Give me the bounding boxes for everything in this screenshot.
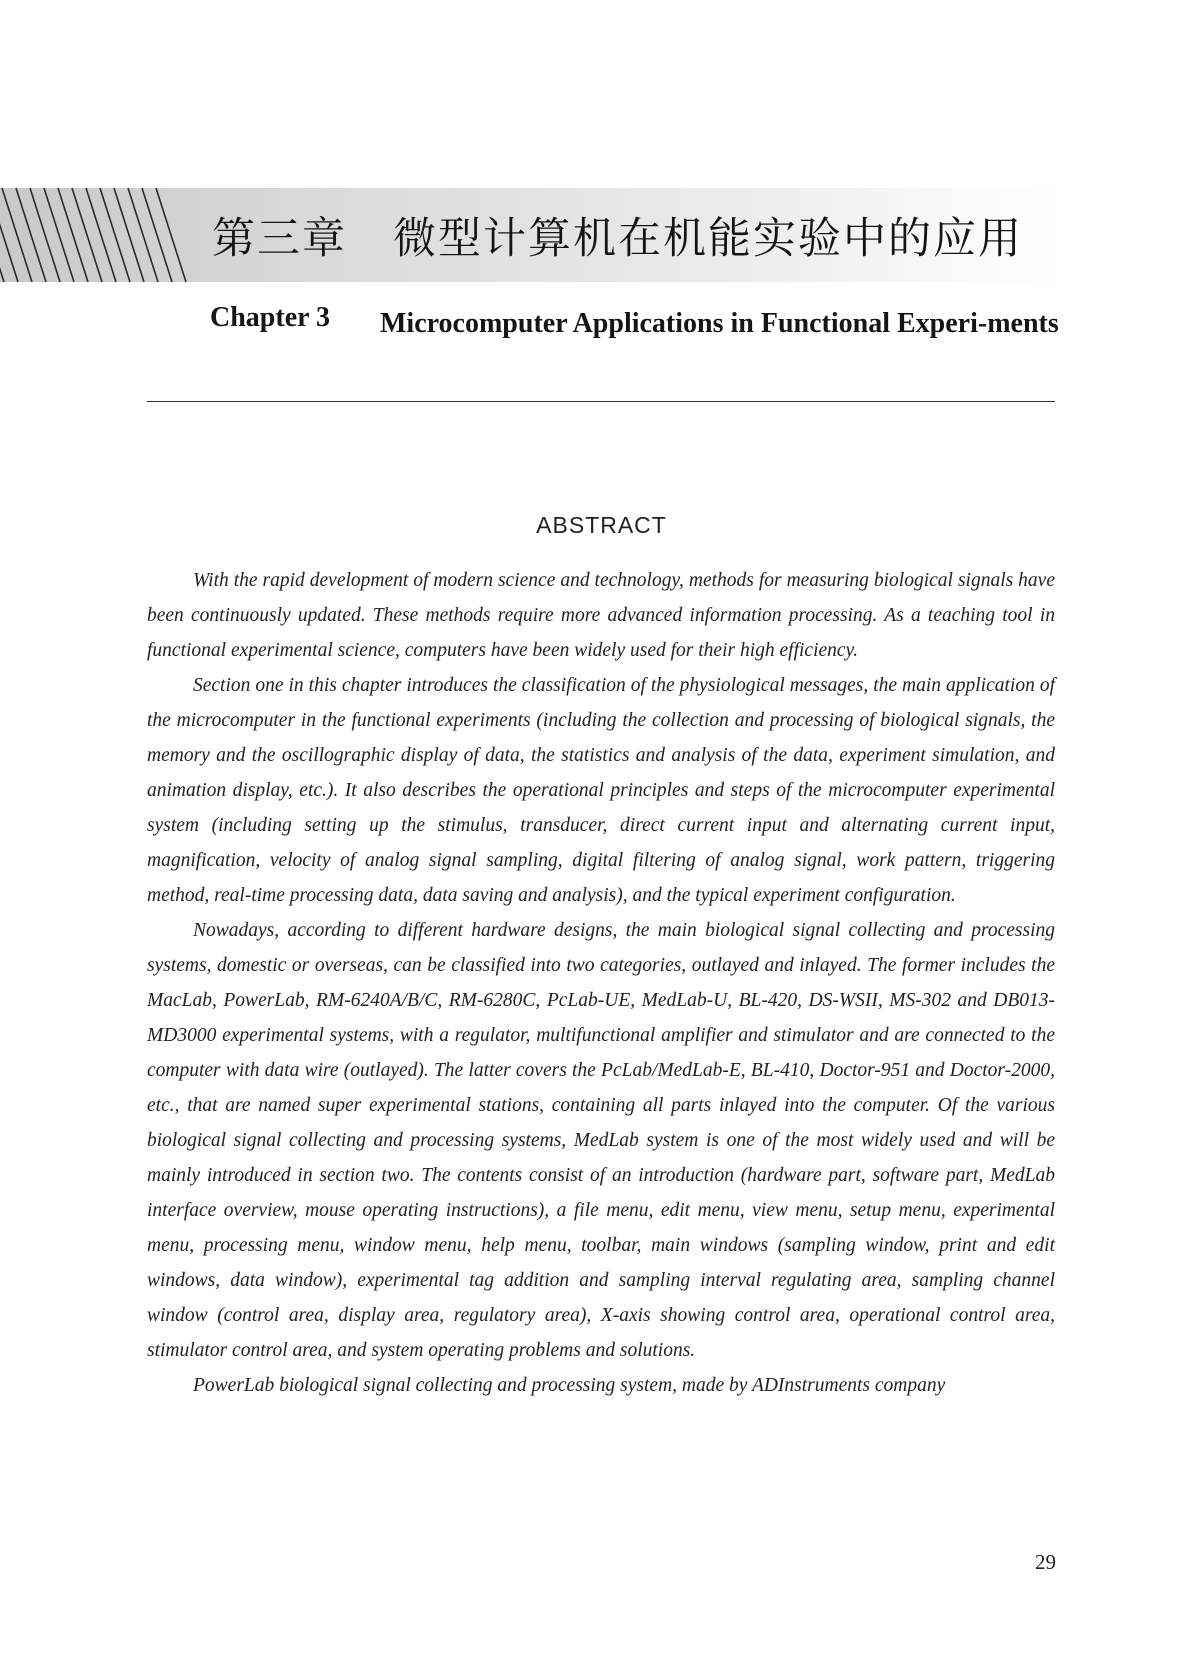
- abstract-paragraph: Section one in this chapter introduces the classification of the physiological messages, the main application of the microcomputer in the functional experiments (including the collection and processing of biological signals, the memory and the oscillographic display of data, the statistics and analysis of the data, experiment simulation, and animation display, etc.). It also describes the operational principles and steps of the microcomputer experimental system (including setting up the stimulus, transducer, direct current input and alternating current input, magnification, velocity of analog signal sampling, digital filtering of analog signal, work pattern, triggering method, real-time processing data, data saving and analysis), and the typical experiment configuration.: [147, 675, 1055, 906]
- chapter-number-en: Chapter 3: [210, 302, 331, 333]
- chapter-number-cn: 第三章: [212, 214, 347, 264]
- title-divider: [147, 401, 1055, 402]
- page-number: 29: [1035, 1550, 1056, 1574]
- chapter-title-en: Microcomputer Applications in Functional Experi-ments: [380, 308, 1059, 339]
- decorative-hatch: [0, 188, 200, 282]
- abstract-paragraph: PowerLab biological signal collecting and processing system, made by ADInstruments company: [193, 1375, 946, 1396]
- abstract-heading: ABSTRACT: [536, 512, 667, 538]
- abstract-paragraph: With the rapid development of modern science and technology, methods for measuring biological signals have been continuously updated. These methods require more advanced information processing. As a teaching tool in functional experimental science, computers have been widely used for their high efficiency.: [147, 570, 1055, 661]
- abstract-paragraph: Nowadays, according to different hardware designs, the main biological signal collecting and processing systems, domestic or overseas, can be classified into two categories, outlayed and inlayed. The former includes the MacLab, PowerLab, RM-6240A/B/C, RM-6280C, PcLab-UE, MedLab-U, BL-420, DS-WSII, MS-302 and DB013-MD3000 experimental systems, with a regulator, multifunctional amplifier and stimulator and are connected to the computer with data wire (outlayed). The latter covers the PcLab/MedLab-E, BL-410, Doctor-951 and Doctor-2000, etc., that are named super experimental stations, containing all parts inlayed into the computer. Of the various biological signal collecting and processing systems, MedLab system is one of the most widely used and will be mainly introduced in section two. The contents consist of an introduction (hardware part, software part, MedLab interface overview, mouse operating instructions), a file menu, edit menu, view menu, setup menu, experimental menu, processing menu, window menu, help menu, toolbar, main windows (sampling window, print and edit windows, data window), experimental tag addition and sampling interval regulating area, sampling channel window (control area, display area, regulatory area), X-axis showing control area, operational control area, stimulator control area, and system operating problems and solutions.: [147, 920, 1055, 1361]
- abstract-body: [147, 563, 1055, 1403]
- chapter-title-cn: [212, 205, 1023, 266]
- chapter-name-cn: 微型计算机在机能实验中的应用: [393, 214, 1023, 264]
